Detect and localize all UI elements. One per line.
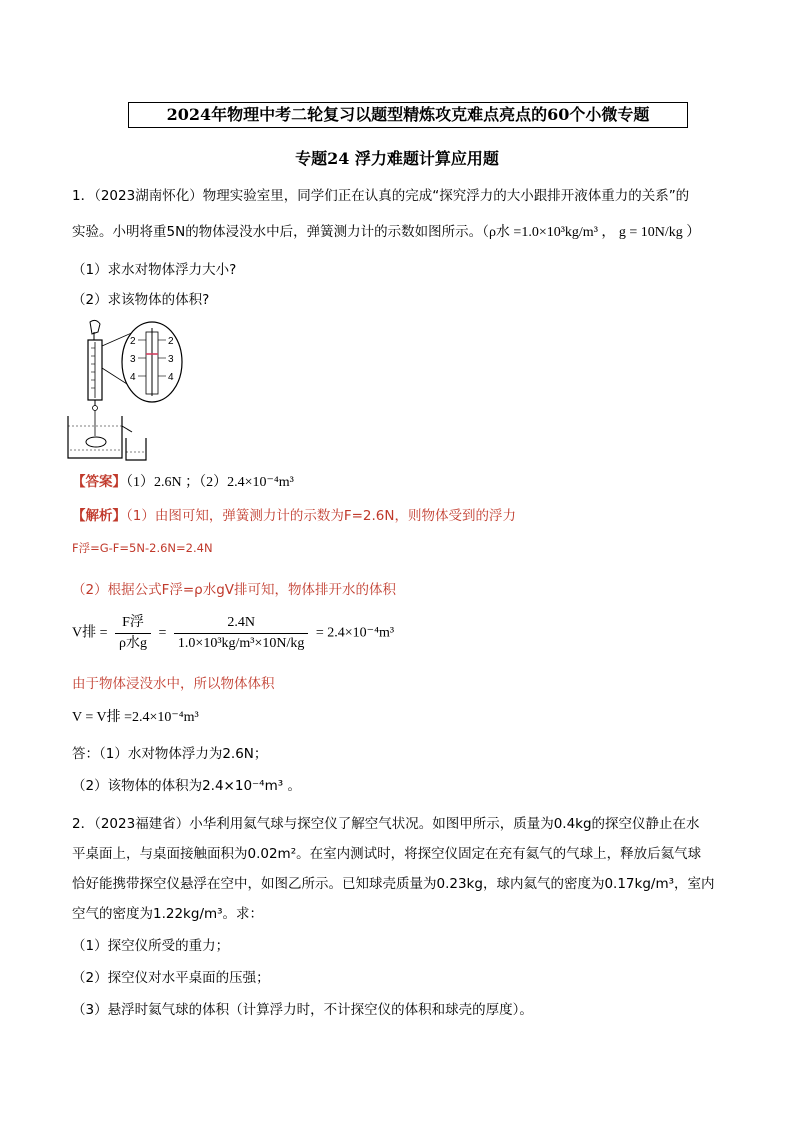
q2-line2: 平桌面上，与桌面接触面积为0.02m²。在室内测试时，将探空仪固定在充有氦气的气球上，释放后氦气球	[72, 846, 702, 862]
q1-answer	[72, 472, 294, 493]
scale-left-label: 4	[130, 372, 136, 383]
q1-analysis-line2: F浮=G-F=5N-2.6N=2.4N	[72, 541, 213, 555]
q1-stem-line2	[72, 222, 700, 243]
eq1-fraction-numeric	[174, 614, 308, 653]
analysis-label: 【解析】	[72, 508, 126, 524]
q1-equation2: V = V排 =2.4×10⁻⁴m³	[72, 710, 199, 725]
q2-sub3: （3）悬浮时氦气球的体积（计算浮力时，不计探空仪的体积和球壳的厚度）。	[72, 1002, 533, 1018]
answer-label: 【答案】	[72, 474, 126, 490]
q1-reply-line1: 答：（1）水对物体浮力为2.6N；	[72, 746, 268, 762]
scale-right-label: 2	[168, 336, 174, 347]
eq1-lhs: V排 =	[72, 625, 108, 641]
eq1-frac2-den: 1.0×10³kg/m³×10N/kg	[177, 636, 305, 651]
q1-analysis-line3: （2）根据公式F浮=ρ水gV排可知，物体排开水的体积	[72, 582, 397, 598]
q1-equation1	[72, 614, 394, 653]
eq1-frac2-num: 2.4N	[174, 614, 308, 634]
eq1-equals: =	[158, 625, 167, 641]
q2-line4: 空气的密度为1.22kg/m³。求：	[72, 906, 264, 922]
q1-stem-text: 实验。小明将重5N的物体浸没水中后，弹簧测力计的示数如图所示。（	[72, 224, 489, 240]
spring-scale-figure	[60, 318, 185, 466]
q1-stem-line1: 1．（2023湖南怀化）物理实验室里，同学们正在认真的完成“探究浮力的大小跟排开液体重力的关系”的	[72, 188, 690, 204]
q2-sub1: （1）探空仪所受的重力；	[72, 938, 230, 954]
q1-reply-line2: （2）该物体的体积为2.4×10⁻⁴m³ 。	[72, 778, 301, 794]
q1-sub2: （2）求该物体的体积?	[72, 292, 210, 308]
q2-line3: 恰好能携带探空仪悬浮在空中，如图乙所示。已知球壳质量为0.23kg，球内氦气的密度为0.17kg/m³，室内	[72, 876, 715, 892]
topic-title: 专题24 浮力难题计算应用题	[295, 149, 499, 168]
q2-sub2: （2）探空仪对水平桌面的压强；	[72, 970, 270, 986]
scale-right-label: 4	[168, 372, 174, 383]
q1-sub1: （1）求水对物体浮力大小?	[72, 262, 237, 278]
scale-right-label: 3	[168, 354, 174, 365]
scale-left-label: 2	[130, 336, 136, 347]
q1-analysis-line4: 由于物体浸没水中，所以物体体积	[72, 676, 275, 692]
q1-constants: ρ水 =1.0×10³kg/m³ ， g = 10N/kg ）	[488, 225, 701, 240]
q2-line1: 2．（2023福建省）小华利用氦气球与探空仪了解空气状况。如图甲所示，质量为0.4kg的探空仪静止在水	[72, 816, 700, 832]
q1-analysis-line1	[72, 506, 516, 526]
answer-text: （1）2.6N ；（2）2.4×10⁻⁴m³	[126, 475, 294, 490]
eq1-frac1-num: F浮	[115, 614, 151, 634]
eq1-rhs: = 2.4×10⁻⁴m³	[315, 625, 395, 641]
analysis-text: （1）由图可知，弹簧测力计的示数为F=2.6N，则物体受到的浮力	[126, 508, 516, 524]
eq1-frac1-den: ρ水g	[119, 636, 148, 651]
eq1-fraction-symbolic	[115, 614, 151, 653]
series-title: 2024年物理中考二轮复习以题型精炼攻克难点亮点的60个小微专题	[128, 102, 688, 128]
scale-left-label: 3	[130, 354, 136, 365]
